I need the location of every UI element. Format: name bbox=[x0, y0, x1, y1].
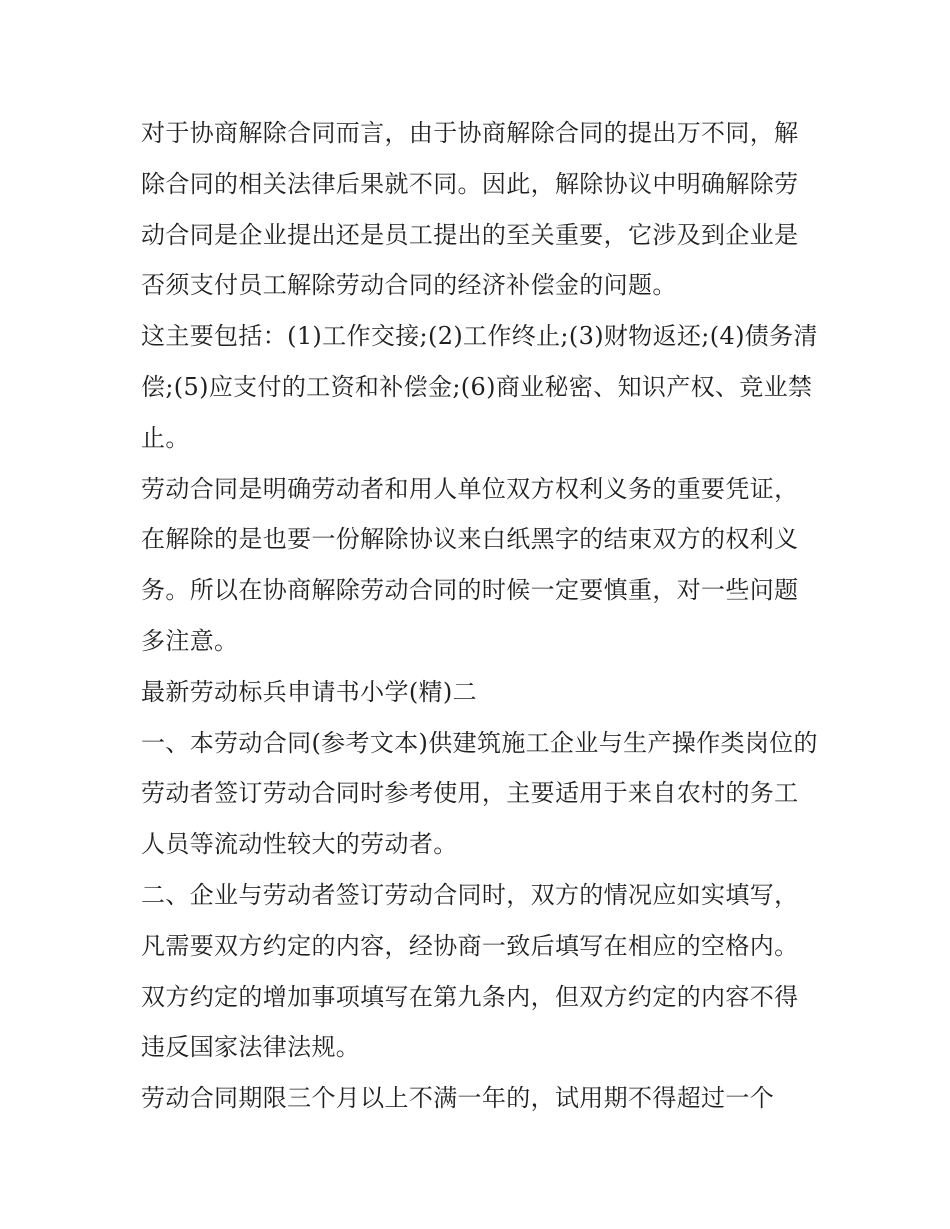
paragraph-mutual-termination: 对于协商解除合同而言，由于协商解除合同的提出万不同，解除合同的相关法律后果就不同。因此，解除协议中明确解除劳动合同是企业提出还是员工提出的至关重要，它涉及到企业是否须支付员工解除劳动合同的经济补偿金的问题。 bbox=[141, 119, 799, 300]
paragraph-item-two: 二、企业与劳动者签订劳动合同时，双方的情况应如实填写，凡需要双方约定的内容，经协商一致后填写在相应的空格内。双方约定的增加事项填写在第九条内，但双方约定的内容不得违反国家法律法规。 bbox=[141, 880, 799, 1062]
paragraph-probation-period: 劳动合同期限三个月以上不满一年的，试用期不得超过一个 bbox=[141, 1084, 775, 1113]
section-heading: 最新劳动标兵申请书小学(精)二 bbox=[141, 677, 477, 706]
paragraph-contract-importance: 劳动合同是明确劳动者和用人单位双方权利义务的重要凭证，在解除的是也要一份解除协议来白纸黑字的结束双方的权利义务。所以在协商解除劳动合同的时候一定要慎重，对一些问题多注意。 bbox=[141, 474, 799, 655]
document-body bbox=[141, 108, 821, 1124]
paragraph-item-one: 一、本劳动合同(参考文本)供建筑施工企业与生产操作类岗位的劳动者签订劳动合同时参考使用，主要适用于来自农村的务工人员等流动性较大的劳动者。 bbox=[141, 728, 818, 859]
paragraph-termination-items: 这主要包括：(1)工作交接;(2)工作终止;(3)财物返还;(4)债务清偿;(5)应支付的工资和补偿金;(6)商业秘密、知识产权、竞业禁止。 bbox=[141, 322, 818, 452]
